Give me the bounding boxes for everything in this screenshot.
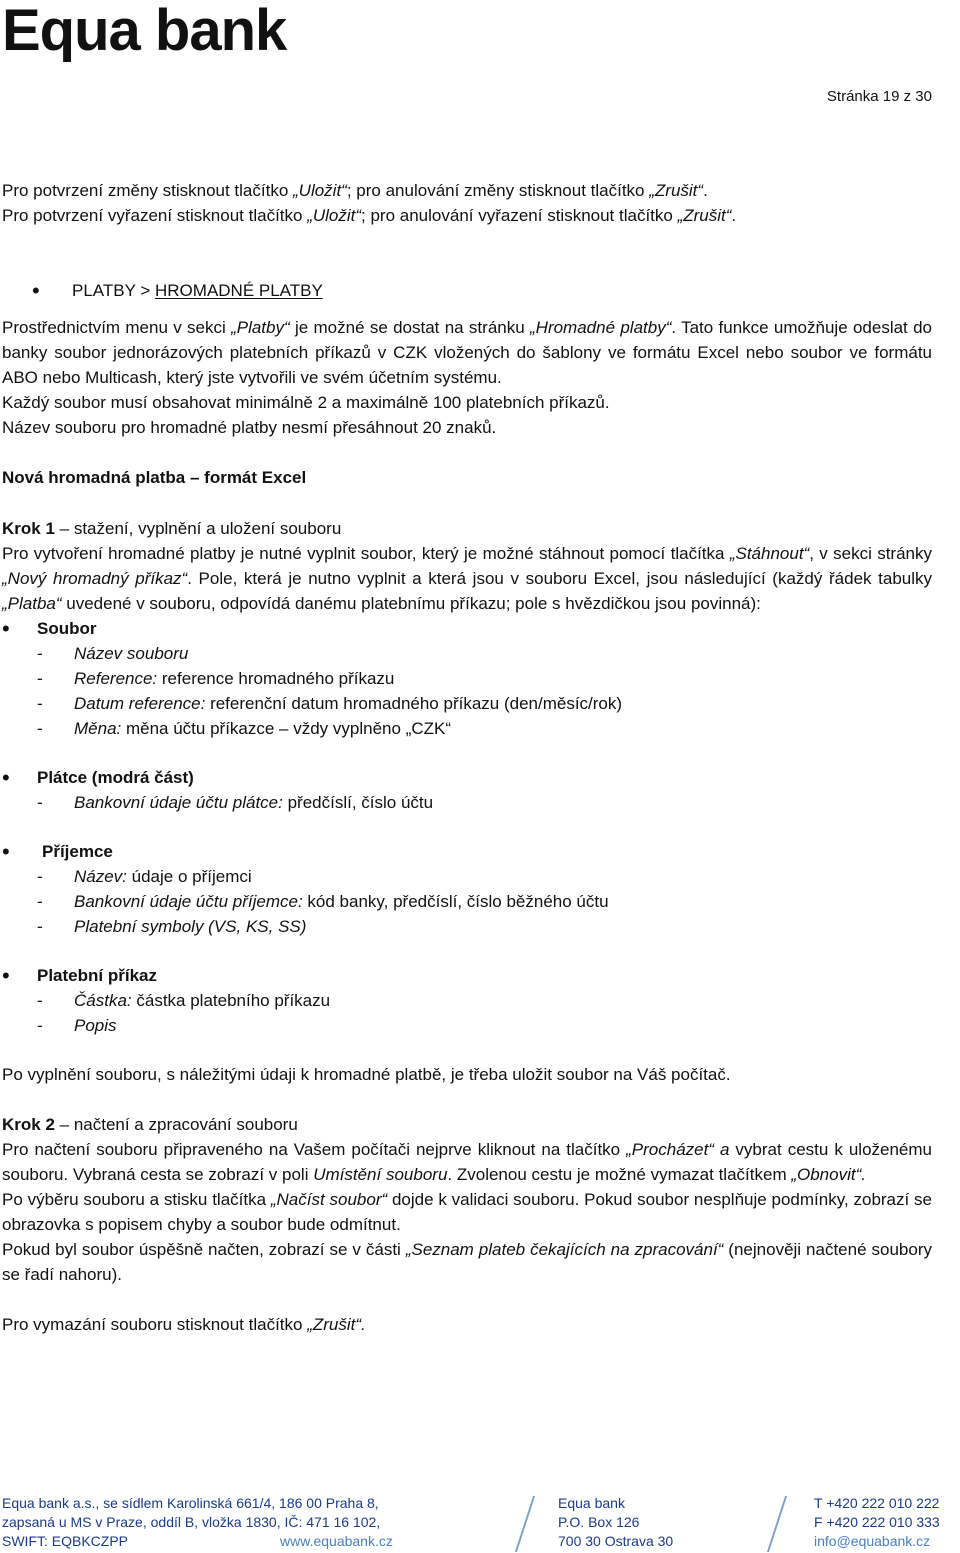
- step2-paragraph-3: Pokud byl soubor úspěšně načten, zobrazí se v části „Seznam plateb čekajících na zpracování“ (nejnověji načtené soubory se řadí nahoru).: [2, 1240, 932, 1284]
- step1-paragraph: Pro vytvoření hromadné platby je nutné vyplnit soubor, který je možné stáhnout pomocí tlačítka „Stáhnout“, v sekci stránky „Nový hromadný příkaz“. Pole, která je nutno vyplnit a která jsou v souboru Excel, jsou následující (každý řádek tabulky „Platba“ uvedené v souboru, odpovídá danému platebnímu příkazu; pole s hvězdičkou jsou povinná):: [2, 544, 933, 613]
- footer-divider: [515, 1496, 535, 1552]
- document-body: [2, 178, 932, 1337]
- bullet-dot: •: [2, 839, 10, 864]
- group-title: Soubor: [37, 619, 97, 638]
- bullet-dot: •: [2, 765, 10, 790]
- website-link[interactable]: www.equabank.cz: [280, 1533, 393, 1549]
- list-item: - Název souboru: [37, 644, 189, 663]
- group-title: Platební příkaz: [37, 966, 157, 985]
- field-group-platebni-prikaz: [2, 963, 932, 1038]
- list-item: - Reference: reference hromadného příkazu: [37, 669, 395, 688]
- footer-address: Equa bank P.O. Box 126 700 30 Ostrava 30: [558, 1495, 674, 1549]
- step2-heading: Krok 2 – načtení a zpracování souboru: [2, 1115, 298, 1134]
- list-item: - Datum reference: referenční datum hromadného příkazu (den/měsíc/rok): [37, 694, 623, 713]
- after-fill-paragraph: Po vyplnění souboru, s náležitými údaji k hromadné platbě, je třeba uložit soubor na Váš počítač.: [2, 1065, 731, 1084]
- field-group-platce: [2, 765, 932, 815]
- section-bullet: • PLATBY > HROMADNÉ PLATBY: [32, 278, 323, 303]
- list-item: - Platební symboly (VS, KS, SS): [37, 917, 307, 936]
- field-group-prijemce: [2, 839, 932, 939]
- section-paragraph: Prostřednictvím menu v sekci „Platby“ je možné se dostat na stránku „Hromadné platby“. Tato funkce umožňuje odeslat do banky soubor jednorázových platebních příkazů v CZK vložených do šablony ve formátu Excel nebo soubor ve formátu ABO nebo Multicash, který jste vytvořili ve svém účetním systému.: [2, 318, 932, 387]
- list-item: - Bankovní údaje účtu plátce: předčíslí, číslo účtu: [37, 793, 434, 812]
- list-item: - Popis: [37, 1016, 117, 1035]
- excel-heading: Nová hromadná platba – formát Excel: [2, 468, 307, 487]
- footer-divider: [767, 1496, 787, 1552]
- page-number: Stránka 19 z 30: [826, 88, 932, 105]
- group-title: Plátce (modrá část): [37, 768, 194, 787]
- logo-text: Equa bank: [2, 0, 287, 63]
- delete-paragraph: Pro vymazání souboru stisknout tlačítko „Zrušit“.: [2, 1315, 366, 1334]
- group-title: Příjemce: [42, 842, 113, 861]
- list-item: - Bankovní údaje účtu příjemce: kód banky, předčíslí, číslo běžného účtu: [37, 892, 609, 911]
- intro-line-1: Pro potvrzení změny stisknout tlačítko „Uložit“; pro anulování změny stisknout tlačítko „Zrušit“.: [2, 181, 708, 200]
- email-link[interactable]: info@equabank.cz: [814, 1533, 931, 1549]
- bullet-dot: •: [2, 963, 10, 988]
- bullet-dot: •: [32, 278, 40, 303]
- section-link[interactable]: HROMADNÉ PLATBY: [155, 281, 323, 300]
- section-line-2: Každý soubor musí obsahovat minimálně 2 a maximálně 100 platebních příkazů.: [2, 393, 610, 412]
- step1-heading: Krok 1 – stažení, vyplnění a uložení souboru: [2, 519, 342, 538]
- footer-contacts: T +420 222 010 222 F +420 222 010 333 info@equabank.cz: [814, 1495, 940, 1549]
- list-item: - Částka: částka platebního příkazu: [37, 991, 331, 1010]
- list-item: - Měna: měna účtu příkazce – vždy vyplněno „CZK“: [37, 719, 451, 738]
- footer-company-info: Equa bank a.s., se sídlem Karolinská 661/4, 186 00 Praha 8, zapsaná u MS v Praze, oddíl B, vložka 1830, IČ: 471 16 102, SWIFT: EQBKCZPP www.equabank.cz: [2, 1495, 393, 1549]
- step2-paragraph-2: Po výběru souboru a stisku tlačítka „Načíst soubor“ dojde k validaci souboru. Pokud soubor nesplňuje podmínky, zobrazí se obrazovka s popisem chyby a soubor bude odmítnut.: [2, 1190, 933, 1234]
- bullet-dot: •: [2, 616, 10, 641]
- field-group-soubor: [2, 616, 932, 741]
- equa-bank-logo: [2, 0, 307, 68]
- list-item: - Název: údaje o příjemci: [37, 867, 252, 886]
- section-line-3: Název souboru pro hromadné platby nesmí přesáhnout 20 znaků.: [2, 418, 497, 437]
- step2-paragraph-1: Pro načtení souboru připraveného na Vašem počítači nejprve kliknout na tlačítko „Procházet“ a vybrat cestu k uloženému souboru. Vybraná cesta se zobrazí v poli Umístění souboru. Zvolenou cestu je možné vymazat tlačítkem „Obnovit“.: [2, 1140, 932, 1184]
- intro-line-2: Pro potvrzení vyřazení stisknout tlačítko „Uložit“; pro anulování vyřazení stisknout tlačítko „Zrušit“.: [2, 206, 737, 225]
